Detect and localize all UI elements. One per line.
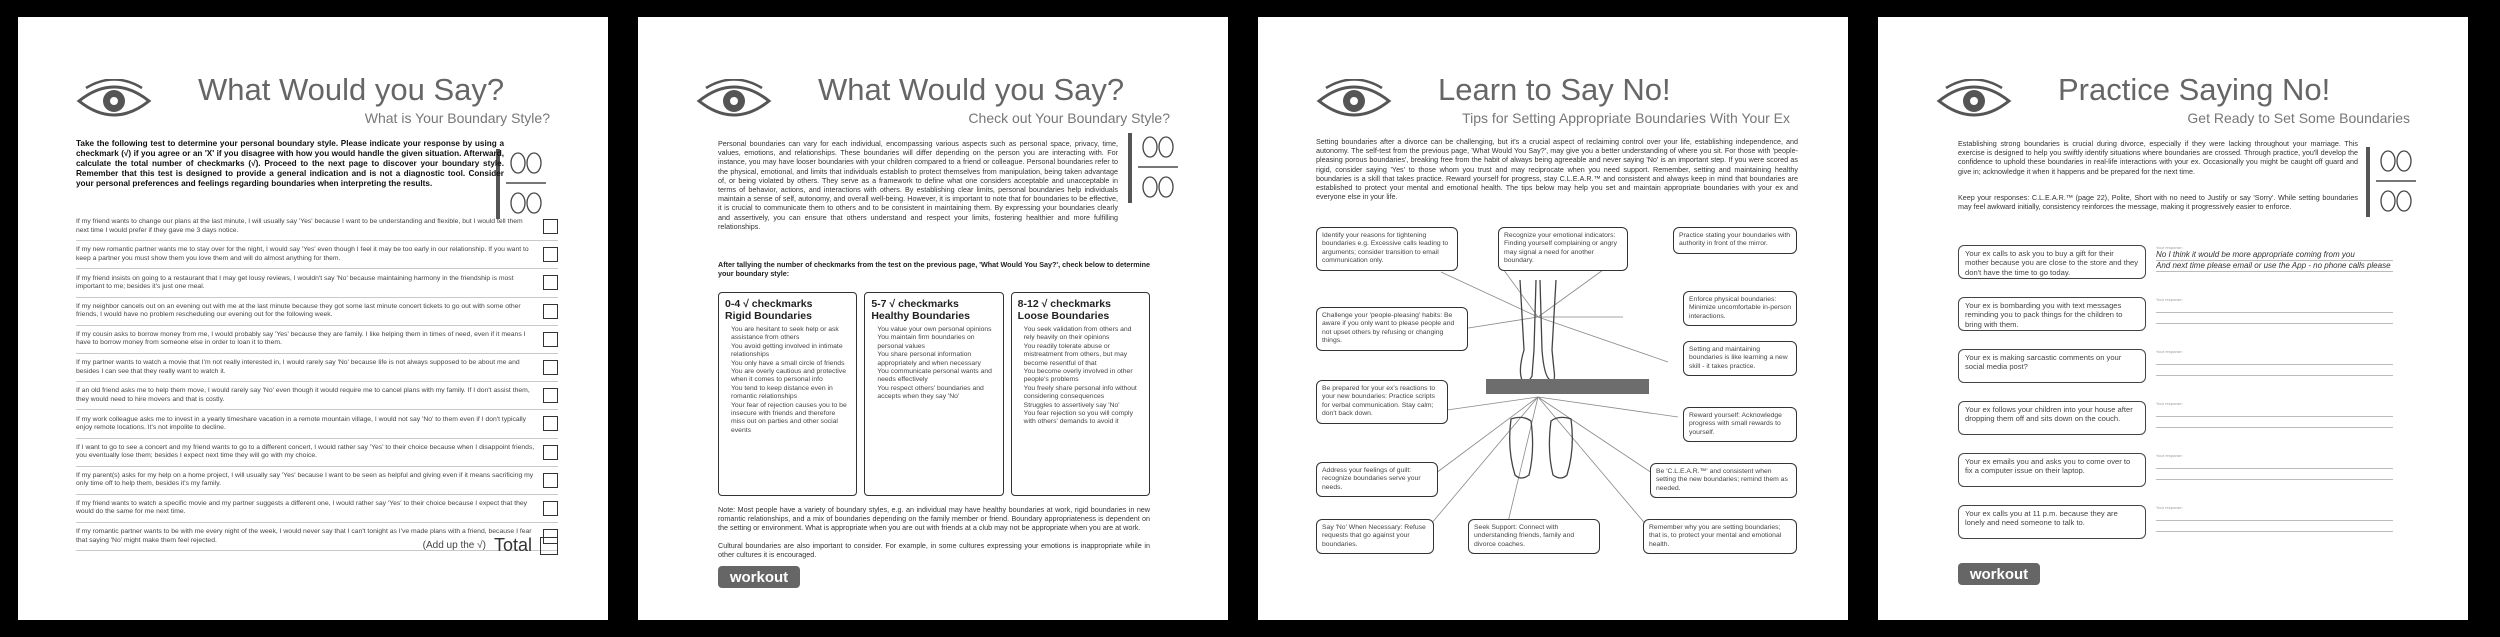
tip-card: Challenge your 'people-pleasing' habits: Be aware if you only want to please people and not upset others by refusing or changing things. — [1316, 307, 1468, 351]
tip-card: Remember why you are setting boundaries; that is, to protect your mental and emotional health. — [1643, 519, 1797, 554]
response-line[interactable] — [2156, 417, 2393, 428]
list-item: You avoid getting involved in intimate relationships — [731, 342, 843, 359]
keep-responses-text: Keep your responses: C.L.E.A.R.™ (page 22), Polite, Short with no need to Justify or say 'Sorry'. While setting boundaries may feel awkward initially, consistency reinforces the message, making it progressively easier to enforce. — [1958, 193, 2358, 212]
list-item: You fear rejection so you will comply with others' demands to avoid it — [1023, 410, 1133, 426]
eye-icon — [696, 79, 772, 123]
answer-checkbox[interactable] — [543, 275, 558, 290]
tip-card: Be 'C.L.E.A.R.™' and consistent when setting the new boundaries; remind them as needed. — [1650, 463, 1797, 498]
tip-card: Address your feelings of guilt: recognize boundaries serve your needs. — [1316, 462, 1438, 497]
tip-card: Setting and maintaining boundaries is like learning a new skill - it takes practice. — [1683, 341, 1797, 376]
list-item: If my parent(s) asks for my help on a home project, I will usually say 'Yes' because I want to be seen as helpful and giving even if it means sacrificing my only time off to help them, besides it's my family. — [76, 467, 558, 495]
scenario-box: Your ex calls you at 11 p.m. because they are lonely and need someone to talk to. — [1958, 505, 2146, 539]
intro-paragraph: Establishing strong boundaries is crucial during divorce, especially if they were lacking throughout your marriage. This exercise is designed to help you swiftly identify situations where boundaries are crossed. Through practice, you'll develop the confidence to uphold these boundaries in real-life interactions with your ex. Occasionally you might be caught off guard and give in; acknowledge it when it happens and be prepared for the next time. — [1958, 139, 2358, 176]
note-text: Note: Most people have a variety of boundary styles, e.g. an individual may have healthy boundaries at work, rigid boundaries in new romantic relationships, and a mix of boundaries depending on the family member or friend. Boundary appropriateness is dependent on the setting or environment. What is appropriate when you are out with friends at a club may not be appropriate when you are at work. — [718, 505, 1150, 533]
feet-icon — [2366, 143, 2421, 221]
page-subtitle: What is Your Boundary Style? — [364, 110, 550, 126]
response-line[interactable] — [2156, 521, 2393, 532]
response-label: Your response: — [2156, 505, 2183, 510]
response-line[interactable] — [2156, 302, 2393, 313]
cultural-note: Cultural boundaries are also important to consider. For example, in some cultures expressing your emotions is inappropriate while in other cultures it is encouraged. — [718, 541, 1150, 560]
intro-paragraph: Setting boundaries after a divorce can be challenging, but it's a crucial aspect of reclaiming control over your life, establishing independence, and autonomy. The self-test from the previous page, 'What Would You Say?', may give you a better understanding of where you sit. For those with 'people-pleasing porous boundaries', breaking free from the habit of always being agreeable and never saying 'No' is an important step. If you were scored as rigid, consider saying 'Yes' to those whom you trust and may reciprocate when you need support. Remember, setting and maintaining healthy boundaries is a skill that takes practice. Reward yourself for progress, stay C.L.E.A.R.™ and consistent and always keep in mind that boundaries are established to protect your mental and emotional health. The tips below may help you set and maintain appropriate boundaries with your ex and everyone else in your life. — [1316, 137, 1798, 202]
feet-icon — [496, 145, 551, 223]
response-line[interactable]: No I think it would be more appropriate coming from you — [2156, 250, 2393, 261]
page-title: Learn to Say No! — [1438, 72, 1671, 107]
scenario-box: Your ex follows your children into your house after dropping them off and sits down on the couch. — [1958, 401, 2146, 435]
answer-checkbox[interactable] — [543, 304, 558, 319]
list-item: If my work colleague asks me to invest in a yearly timeshare vacation in a remote mountain village, I would not say 'No' to them even if I don't typically enjoy remote locations. It's not impolite to decline. — [76, 410, 558, 438]
list-item: You are hesitant to seek help or ask assistance from others — [731, 326, 839, 342]
range-heading: 8-12 √ checkmarks — [1017, 298, 1111, 310]
practice-row — [1958, 297, 2393, 335]
response-line[interactable] — [2156, 313, 2393, 324]
list-item: You seek validation from others and rely heavily on their opinions — [1023, 326, 1132, 342]
answer-checkbox[interactable] — [543, 332, 558, 347]
list-item: If an old friend asks me to help them move, I would rarely say 'No' even though it would require me to cancel plans with my family. If I don't assist them, they would need to hire movers and that is costly. — [76, 382, 558, 410]
response-area[interactable] — [2156, 297, 2393, 324]
list-item: If my friend wants to watch a specific movie and my partner suggests a different one, I would rather say 'Yes' to their choice because I expect that they would do the same for me next time. — [76, 495, 558, 523]
response-line[interactable] — [2156, 469, 2393, 480]
response-label: Your response: — [2156, 245, 2183, 250]
list-item: You become overly involved in other people's problems — [1023, 368, 1133, 384]
page-3 — [1258, 17, 1848, 620]
list-item: You share personal information appropriately and when necessary — [877, 351, 981, 367]
range-heading: 5-7 √ checkmarks — [871, 298, 959, 310]
list-item: If my friend insists on going to a restaurant that I may get lousy reviews, I wouldn't say 'No' because maintaining harmony in the friendship is most important to me; besides it's just one meal. — [76, 269, 558, 297]
page-subtitle: Tips for Setting Appropriate Boundaries With Your Ex — [1462, 110, 1790, 126]
response-label: Your response: — [2156, 401, 2183, 406]
list-item: If my friend wants to change our plans at the last minute, I will usually say 'Yes' because I want to be understanding and flexible, but I would tell them next time I would prefer if they gave me 3 days notice. — [76, 213, 558, 241]
tip-card: Reward yourself: Acknowledge progress with small rewards to yourself. — [1683, 407, 1797, 442]
answer-checkbox[interactable] — [543, 247, 558, 262]
list-item: You freely share personal info without considering consequences — [1023, 384, 1137, 401]
scenario-box: Your ex calls to ask you to buy a gift for their mother because you are close to the store and they don't have the time to go today. — [1958, 245, 2146, 279]
list-item: Your fear of rejection causes you to be insecure with friends and therefore miss out on parties and other social events — [731, 401, 847, 434]
response-area[interactable] — [2156, 505, 2393, 532]
workout-badge: workout — [1958, 563, 2040, 585]
loose-column — [1011, 292, 1150, 496]
list-item: You value your own personal opinions — [877, 326, 992, 333]
response-line[interactable] — [2156, 406, 2393, 417]
answer-checkbox[interactable] — [543, 473, 558, 488]
list-item: Struggles to assertively say 'No' — [1023, 401, 1120, 409]
response-area[interactable] — [2156, 401, 2393, 428]
instructions: Take the following test to determine your personal boundary style. Please indicate your response by using a checkmark (√) if you agree or an 'X' if you disagree with how you would handle the given situation. Afterward, calculate the total number of checkmarks (√). Proceed to the next page to discover your boundary style. Remember that this test is designed to provide a general indication and is not a diagnostic tool. Consider your personal preferences and feelings regarding boundaries when interpreting the results. — [76, 139, 504, 188]
page-title: Practice Saying No! — [2058, 72, 2331, 107]
total-row — [268, 535, 558, 556]
response-line[interactable] — [2156, 510, 2393, 521]
response-label: Your response: — [2156, 297, 2183, 302]
page-2 — [638, 17, 1228, 620]
healthy-column — [864, 292, 1003, 496]
tip-card: Say 'No' When Necessary: Refuse requests that go against your boundaries. — [1316, 519, 1434, 554]
list-item: You communicate personal wants and needs effectively — [877, 368, 992, 384]
style-heading: Rigid Boundaries — [725, 310, 812, 322]
tip-card: Seek Support: Connect with understanding friends, family and divorce coaches. — [1468, 519, 1600, 554]
list-item: You only have a small circle of friends — [731, 359, 845, 367]
tip-card: Practice stating your boundaries with authority in front of the mirror. — [1673, 227, 1797, 254]
list-item: You are overly cautious and protective when it comes to personal info — [731, 368, 846, 384]
workout-badge: workout — [718, 566, 800, 588]
list-item: If I want to go to see a concert and my friend wants to go to a different concert, I would rather say 'Yes' to their choice because when I disappoint friends, you eventually lose them; besides I expect next time they will go with my choice. — [76, 439, 558, 467]
page-subtitle: Get Ready to Set Some Boundaries — [2187, 110, 2410, 126]
range-heading: 0-4 √ checkmarks — [725, 298, 813, 310]
page-title: What Would you Say? — [818, 72, 1125, 107]
scenario-box: Your ex is making sarcastic comments on your social media post? — [1958, 349, 2146, 383]
page-title: What Would you Say? — [198, 72, 505, 107]
response-area[interactable] — [2156, 453, 2393, 480]
question-list — [76, 213, 558, 551]
tip-card: Be prepared for your ex's reactions to your new boundaries: Practice scripts for verbal communication. Stay calm; don't back down. — [1316, 380, 1448, 424]
answer-checkbox[interactable] — [543, 219, 558, 234]
answer-checkbox[interactable] — [543, 388, 558, 403]
page-1 — [18, 17, 608, 620]
response-label: Your response: — [2156, 349, 2183, 354]
page-subtitle: Check out Your Boundary Style? — [968, 110, 1170, 126]
practice-row — [1958, 505, 2393, 543]
boundary-styles — [718, 292, 1150, 496]
legs-illustration — [1498, 280, 1578, 390]
total-label: Total — [493, 535, 532, 555]
style-heading: Loose Boundaries — [1017, 310, 1110, 322]
list-item: You respect others' boundaries and accepts when they say 'No' — [877, 384, 984, 401]
list-item: If my cousin asks to borrow money from me, I would probably say 'Yes' because they are family. I like helping them in times of need, even if it means I have to borrow money from someone else in order to loan it to them. — [76, 326, 558, 354]
response-area[interactable] — [2156, 349, 2393, 376]
practice-row — [1958, 245, 2393, 283]
response-label: Your response: — [2156, 453, 2183, 458]
list-item: You maintain firm boundaries on personal values — [877, 334, 975, 350]
response-line[interactable] — [2156, 365, 2393, 376]
answer-checkbox[interactable] — [543, 360, 558, 375]
answer-checkbox[interactable] — [543, 416, 558, 431]
tip-card: Enforce physical boundaries: Minimize uncomfortable in-person interactions. — [1683, 291, 1797, 326]
list-item: You readily tolerate abuse or mistreatment from others, but may become resentful of that — [1023, 342, 1128, 367]
practice-row — [1958, 401, 2393, 439]
eye-icon — [76, 79, 152, 123]
intro-paragraph: Personal boundaries can vary for each individual, encompassing various aspects such as personal space, privacy, time, values, emotions, and relationships. These boundaries will differ depending on the person you are interacting with. For instance, you may have looser boundaries with your children compared to a friend or colleague. Personal boundaries refer to the physical, emotional, and limits that individuals establish to protect themselves from manipulation, being taken advantage of, or being violated by others. They serve as a framework to define what one considers acceptable and unacceptable in terms of behavior, actions, and interactions with others. By establishing clear limits, personal boundaries help individuals maintain a sense of self, autonomy, and overall well-being. However, it is important to note that for boundaries to be effective, it is crucial to communicate them to others and to be consistent in maintaining them. By expressing your boundaries clearly and assertively, you can ensure that others understand and respect your limits, fostering healthier and more fulfilling relationships. — [718, 139, 1118, 231]
list-item: If my neighbor cancels out on an evening out with me at the last minute because they got some last minute concert tickets to go out with some other friends, I would have no problem rescheduling our evening out for the following week. — [76, 298, 558, 326]
response-line[interactable] — [2156, 458, 2393, 469]
total-box[interactable] — [540, 537, 558, 555]
tip-card: Recognize your emotional indicators: Finding yourself complaining or angry may signal a need for another boundary. — [1498, 227, 1628, 271]
feet-icon — [1128, 129, 1183, 207]
response-area[interactable] — [2156, 245, 2393, 272]
rigid-column — [718, 292, 857, 496]
tip-card: Identify your reasons for tightening boundaries e.g. Excessive calls leading to arguments; consider transition to email communication only. — [1316, 227, 1458, 271]
list-item: If my romantic partner wants to be with me every night of the week, I would never say that I can't tonight as I've made plans with a friend, because I fear that saying 'No' might make them feel rejected. — [76, 523, 558, 551]
list-item: If my new romantic partner wants me to stay over for the night, I would say 'Yes' even though I feel it may be too early in our relationship. If you want to keep a partner you must show them you love them and will do almost anything for them. — [76, 241, 558, 269]
response-line[interactable] — [2156, 354, 2393, 365]
divider-bar — [1486, 379, 1649, 394]
scenario-box: Your ex is bombarding you with text messages reminding you to pack things for the children to bring with them. — [1958, 297, 2146, 331]
after-tally-text: After tallying the number of checkmarks from the test on the previous page, 'What Would You Say?', check below to determine your boundary style: — [718, 260, 1150, 279]
practice-row — [1958, 453, 2393, 491]
answer-checkbox[interactable] — [543, 445, 558, 460]
page-4 — [1878, 17, 2468, 620]
list-item: You tend to keep distance even in romantic relationships — [731, 384, 833, 401]
eye-icon — [1936, 79, 2012, 123]
addup-label: (Add up the √) — [422, 540, 486, 551]
shoes-illustration — [1501, 415, 1581, 485]
response-line[interactable]: And next time please email or use the App - no phone calls please — [2156, 261, 2393, 272]
scenario-box: Your ex emails you and asks you to come over to fix a computer issue on their laptop. — [1958, 453, 2146, 487]
style-heading: Healthy Boundaries — [871, 310, 970, 322]
practice-row — [1958, 349, 2393, 387]
list-item: If my partner wants to watch a movie that I'm not really interested in, I would rarely say 'No' because life is not always supposed to be about me and besides I can see that they really want to watch it. — [76, 354, 558, 382]
answer-checkbox[interactable] — [543, 501, 558, 516]
